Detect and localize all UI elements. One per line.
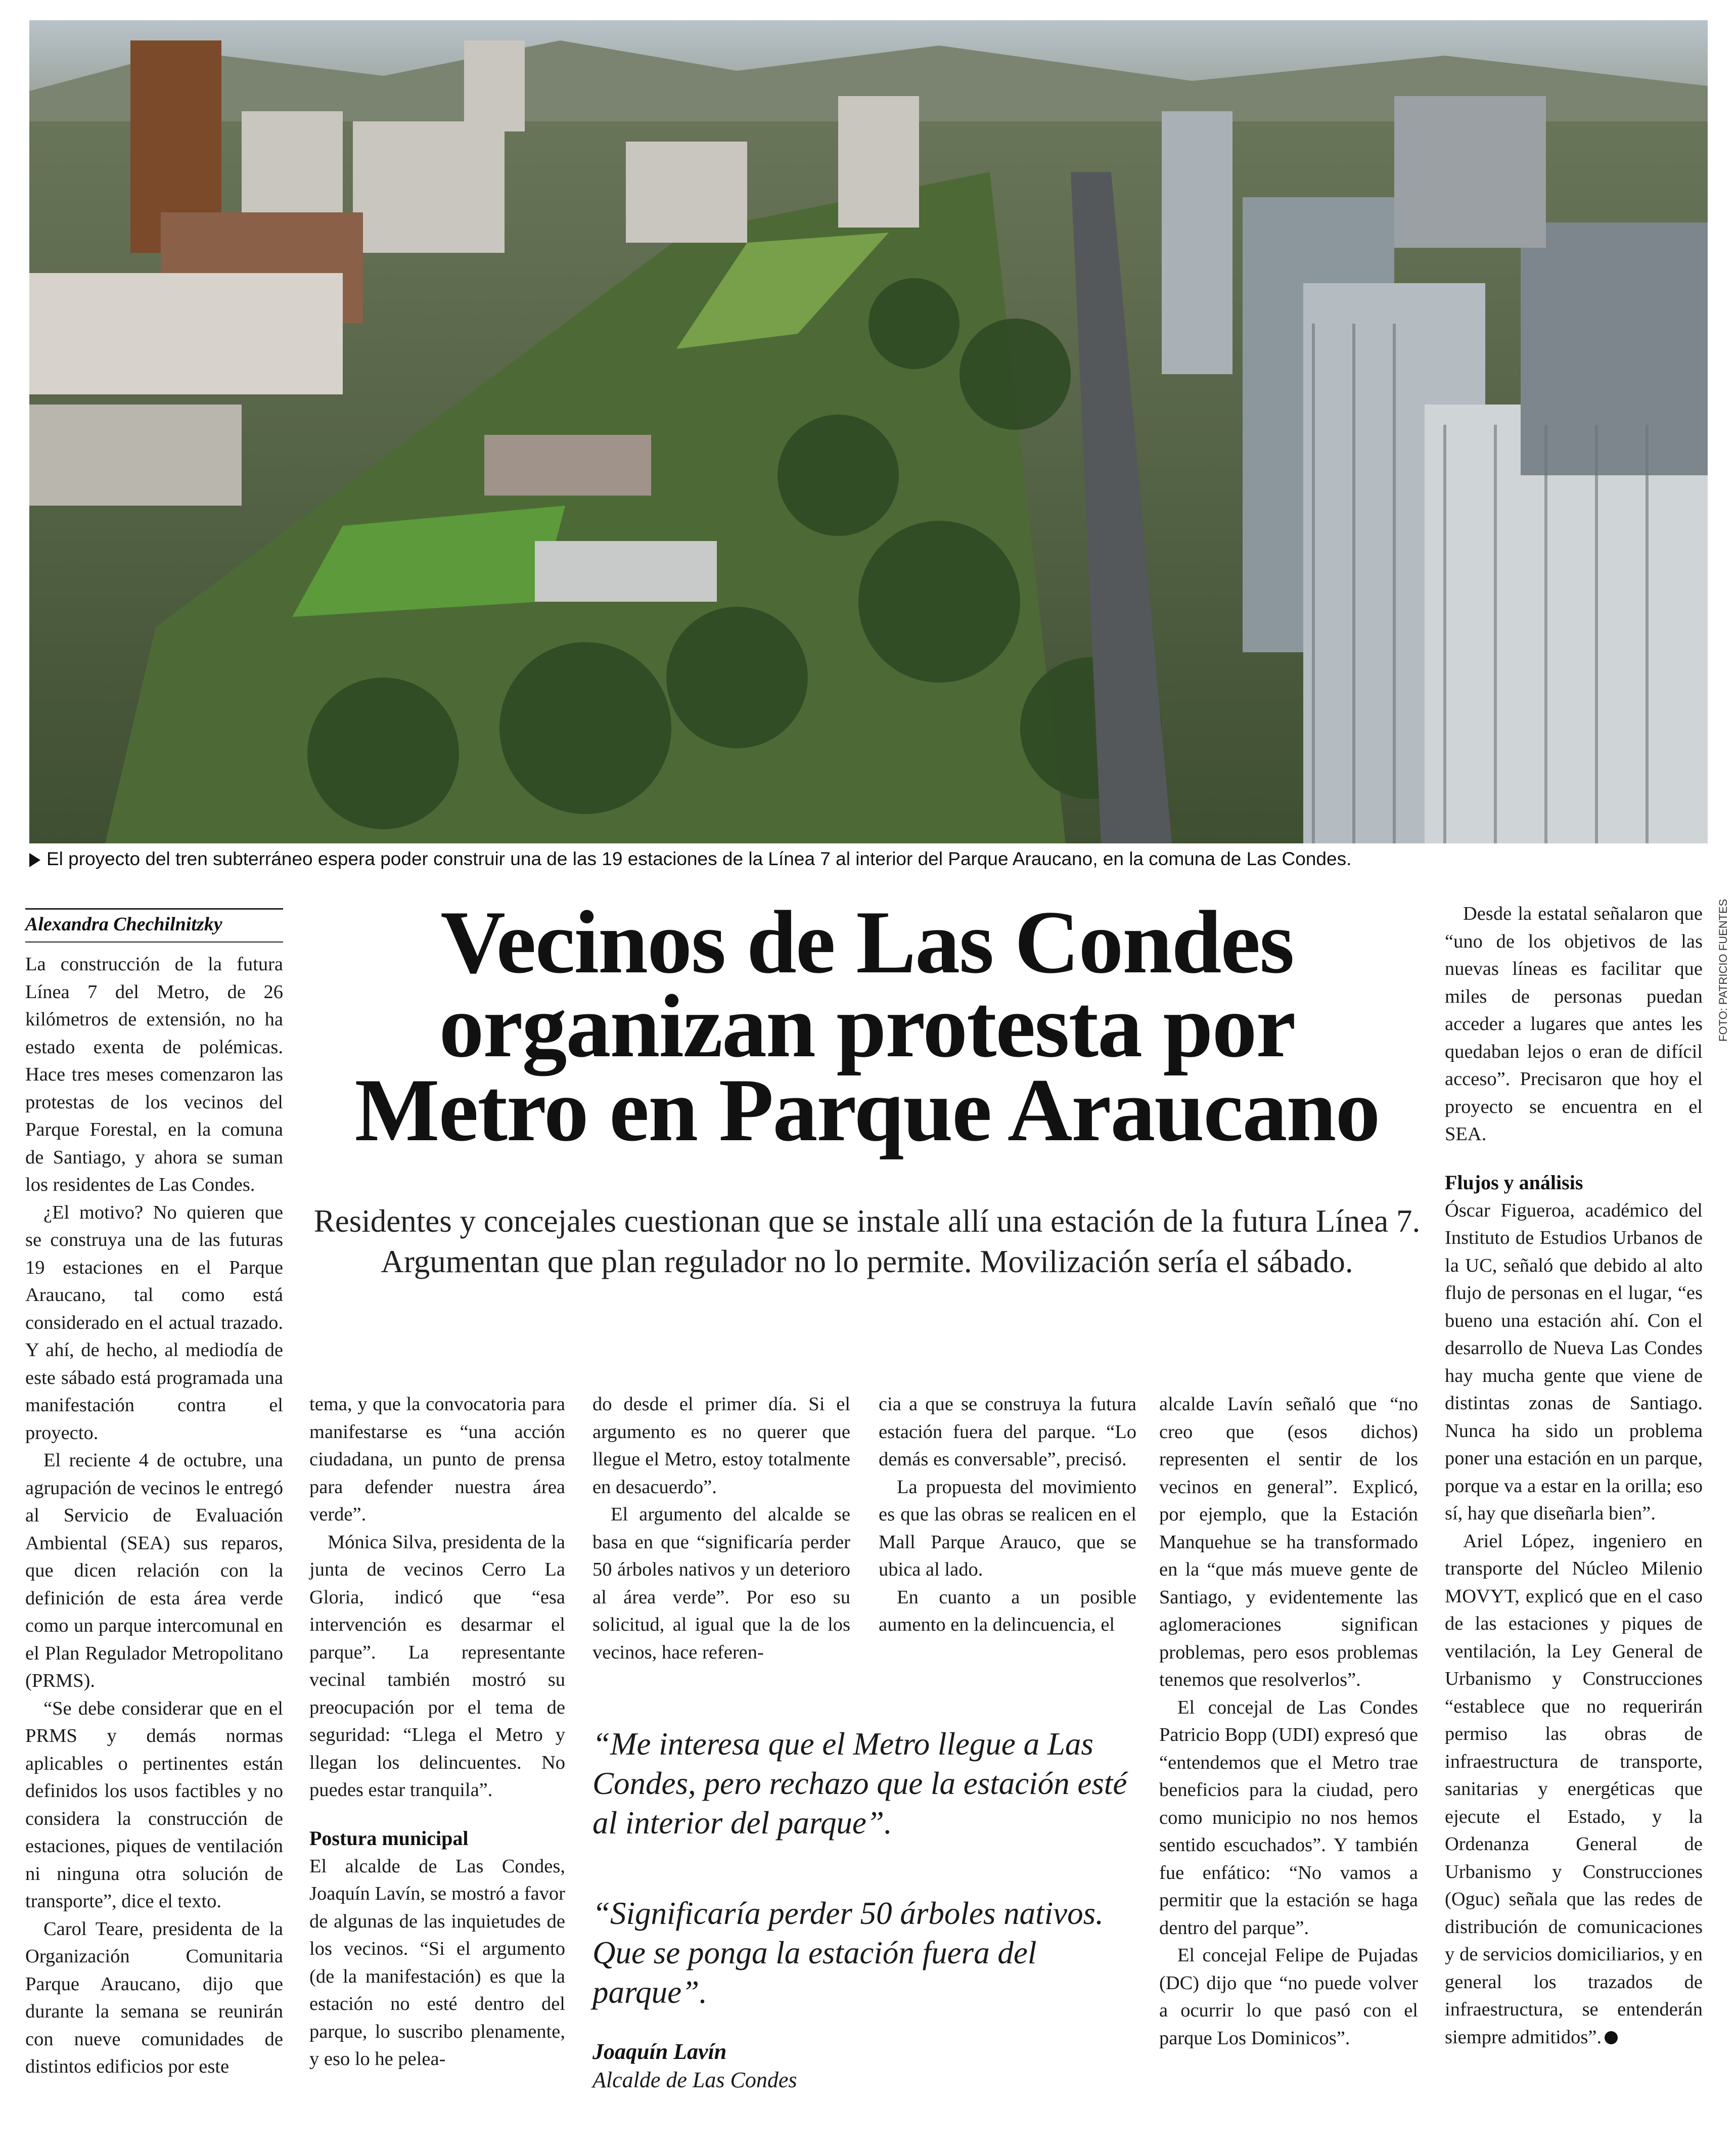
paragraph: El argumento del alcalde se basa en que “significaría perder 50 árboles nativos y un deterioro al área verde”. Por eso su solicitud, al igual que la de los vecinos, hace referen- [592,1504,850,1663]
column-4 [879,1390,1136,1639]
column-5 [1159,1390,1418,2052]
deck: Residentes y concejales cuestionan que se instale allí una estación de la futura Línea 7. Argumentan que plan regulador no lo permite. Movilización sería el sábado. [313,1203,1421,1279]
quote-attribution-role: Alcalde de Las Condes [592,2068,797,2092]
subhead-postura-municipal: Postura municipal [309,1826,469,1850]
photo-credit-text: FOTO: PATRICIO FUENTES [1717,899,1729,1042]
paragraph: En cuanto a un posible aumento en la delincuencia, el [879,1586,1136,1635]
paragraph: tema, y que la convocatoria para manifestarse es “una acción ciudadana, un punto de prensa para defender nuestra área verde”. [309,1394,565,1525]
aerial-photo [29,20,1708,843]
photo-credit [1713,839,1733,1042]
paragraph: alcalde Lavín señaló que “no creo que (esos dichos) representen el sentir de los vecinos en general”. Explicó, por ejemplo, que la Estación Manquehue se ha transformado en la “que más mueve gente de Santiago, y evidentemente las aglomeraciones significan problemas, pero esos problemas tenemos que resolverlos”. [1159,1394,1418,1690]
paragraph: Óscar Figueroa, académico del Instituto de Estudios Urbanos de la UC, señaló que debido al alto flujo de personas en el lugar, “es bueno una estación ahí. Con el desarrollo de Nueva Las Condes hay mucha gente que viene de distintas zonas de Santiago. Nunca ha sido un problema poner una estación en un parque, porque va a estar en la orilla; eso sí, hay que diseñarla bien”. [1445,1199,1703,1524]
paragraph: cia a que se construya la futura estación fuera del parque. “Lo demás es conversable”, precisó. [879,1394,1136,1470]
pull-quote-1: “Me interesa que el Metro llegue a Las Condes, pero rechazo que la estación esté al interior del parque”. [592,1726,1127,1841]
column-2 [309,1390,565,2073]
paragraph: “Se debe considerar que en el PRMS y demás normas aplicables o pertinentes están definidos los usos factibles y no considera la construcción de estaciones, piques de ventilación ni ninguna otra solución de transporte”, dice el texto. [25,1697,283,1912]
paragraph: Desde la estatal señalaron que “uno de los objetivos de las nuevas líneas es facilitar que miles de personas puedan acceder a lugares que antes les quedaban lejos o eran de difícil acceso”. Precisaron que hoy el proyecto se encuentra en el SEA. [1445,903,1703,1145]
quote-attribution-name: Joaquín Lavín [592,2039,727,2064]
paragraph: El alcalde de Las Condes, Joaquín Lavín, se mostró a favor de algunas de las inquietudes de los vecinos. “Si el argumento (de la manifestación) es que la estación no esté dentro del parque, lo suscribo plenamente, y eso lo he pelea- [309,1855,565,2070]
headline [293,892,1441,1160]
end-of-article-icon [1605,2031,1618,2044]
paragraph [1445,1528,1703,2051]
byline-rule-top [25,908,283,910]
park-illustration [29,20,1708,843]
paragraph: ¿El motivo? No quieren que se construya una de las futuras 19 estaciones en el Parque Araucano, tal como está considerado en el actual trazado. Y ahí, de hecho, al mediodía de este sábado está programada una manifestación contra el proyecto. [25,1201,283,1444]
headline-line-2: organizan protesta por [439,976,1295,1076]
subhead-flujos-analisis: Flujos y análisis [1445,1171,1583,1194]
caption-arrow-icon [29,853,40,867]
paragraph: do desde el primer día. Si el argumento es no querer que llegue el Metro, estoy totalmente en desacuerdo”. [592,1394,850,1498]
paragraph: El concejal Felipe de Pujadas (DC) dijo que “no puede volver a ocurrir lo que pasó con el parque Los Dominicos”. [1159,1945,1418,2049]
photo-caption-text: El proyecto del tren subterráneo espera poder construir una de las 19 estaciones de la Línea 7 al interior del Parque Araucano, en la comuna de Las Condes. [47,848,1352,869]
paragraph: Carol Teare, presidenta de la Organización Comunitaria Parque Araucano, dijo que durante la semana se reunirán con nueve comunidades de distintos edificios por este [25,1918,283,2077]
paragraph: La construcción de la futura Línea 7 del Metro, de 26 kilómetros de extensión, no ha estado exenta de polémicas. Hace tres meses comenzaron las protestas de los vecinos del Parque Forestal, en la comuna de Santiago, y ahora se suman los residentes de Las Condes. [25,954,283,1195]
headline-line-3: Metro en Parque Araucano [354,1060,1380,1160]
byline-rule-bottom [25,941,283,943]
headline-line-1: Vecinos de Las Condes [440,892,1294,992]
column-1 [25,951,283,2081]
paragraph: El concejal de Las Condes Patricio Bopp (UDI) expresó que “entendemos que el Metro trae beneficios para la ciudad, pero como municipio no nos hemos sentido escuchados”. Y también fue enfático: “No vamos a permitir que la estación se haga dentro del parque”. [1159,1696,1418,1939]
pull-quote-2: “Significaría perder 50 árboles nativos. Que se ponga la estación fuera del parque”. [592,1896,1104,2010]
byline: Alexandra Chechilnitzky [25,914,222,935]
paragraph: El reciente 4 de octubre, una agrupación de vecinos le entregó al Servicio de Evaluación Ambiental (SEA) sus reparos, que dicen relación con la definición de esta área verde como un parque intercomunal en el Plan Regulador Metropolitano (PRMS). [25,1450,283,1691]
column-6 [1445,900,1703,2051]
photo-caption [29,848,1708,879]
column-3 [592,1390,850,1666]
paragraph: Mónica Silva, presidenta de la junta de vecinos Cerro La Gloria, indicó que “esa intervención es desarmar el parque”. La representante vecinal también mostró su preocupación por el tema de seguridad: “Llega el Metro y llegan los delincuentes. No puedes estar tranquila”. [309,1531,565,1801]
paragraph-text: Ariel López, ingeniero en transporte del Núcleo Milenio MOVYT, explicó que en el caso de las estaciones y piques de ventilación, la Ley General de Urbanismo y Construcciones “establece que no requerirán permiso las obras de infraestructura de transporte, sanitarias y energéticas que ejecute el Estado, y la Ordenanza General de Urbanismo y Construcciones (Oguc) señala que las redes de distribución de comunicaciones y de servicios domiciliarios, y en general los trazados de infraestructura, se entenderán siempre admitidos”. [1445,1530,1703,2048]
paragraph: La propuesta del movimiento es que las obras se realicen en el Mall Parque Arauco, que se ubica al lado. [879,1476,1136,1580]
